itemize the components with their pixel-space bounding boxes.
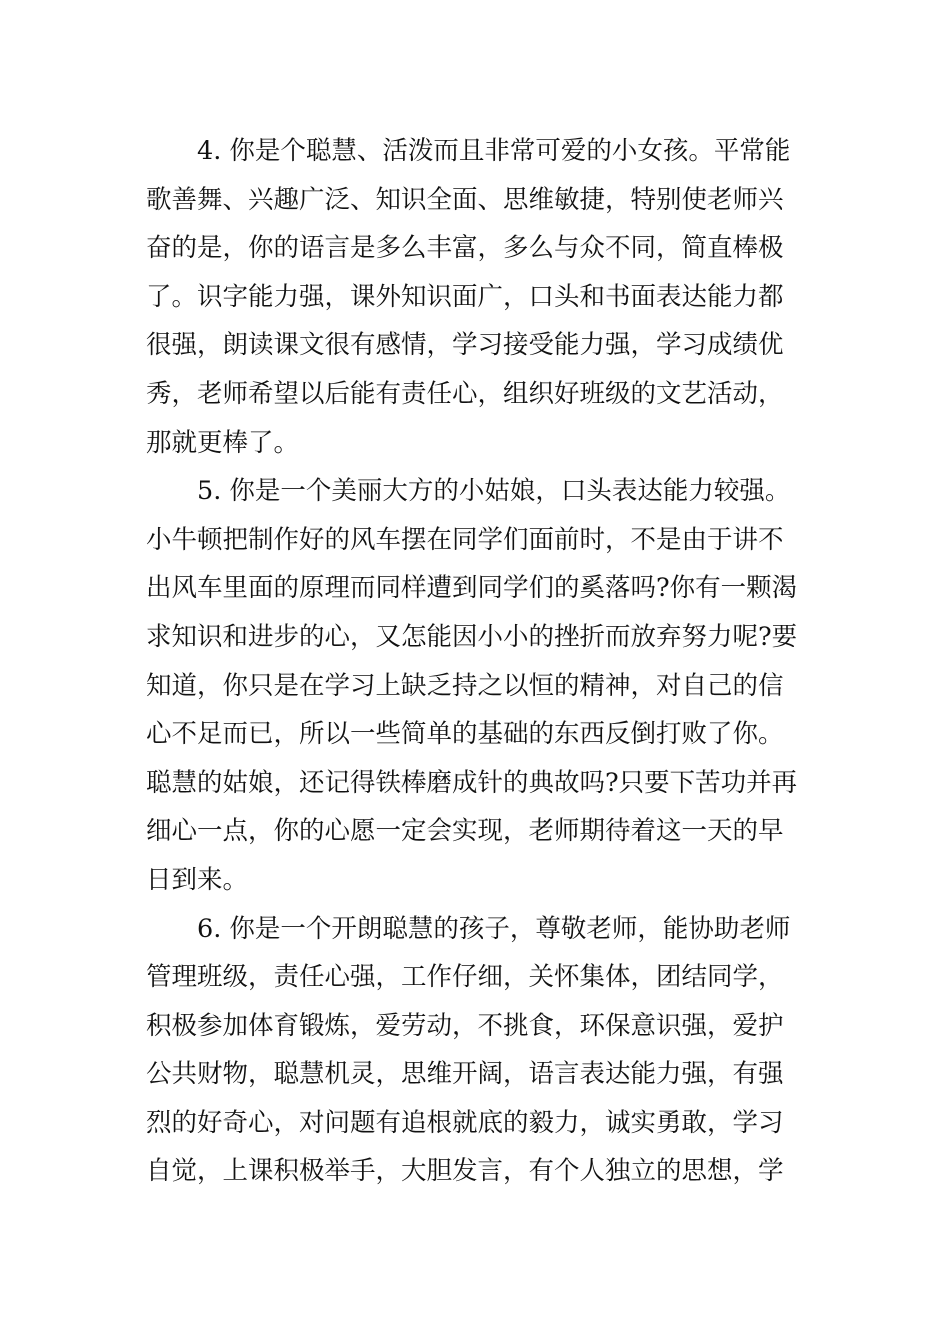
- paragraph-4-line: 那就更棒了。: [146, 427, 300, 458]
- paragraph-5-line: 聪慧的姑娘，还记得铁棒磨成针的典故吗?只要下苦功并再: [146, 767, 798, 798]
- paragraph-6-line: 公共财物，聪慧机灵，思维开阔，语言表达能力强，有强: [146, 1059, 784, 1090]
- paragraph-6-line: 自觉，上课积极举手，大胆发言，有个人独立的思想，学: [146, 1156, 784, 1187]
- paragraph-6-line: 积极参加体育锻炼，爱劳动，不挑食，环保意识强，爱护: [146, 1010, 784, 1041]
- paragraph-5-line: 求知识和进步的心，又怎能因小小的挫折而放弃努力呢?要: [146, 621, 798, 652]
- paragraph-5-line: 5. 你是一个美丽大方的小姑娘，口头表达能力较强。: [197, 476, 791, 507]
- paragraph-6-line: 管理班级，责任心强，工作仔细，关怀集体，团结同学，: [146, 962, 784, 993]
- paragraph-4-line: 歌善舞、兴趣广泛、知识全面、思维敏捷，特别使老师兴: [146, 184, 784, 215]
- paragraph-5-line: 心不足而已，所以一些简单的基础的东西反倒打败了你。: [146, 719, 784, 750]
- paragraph-5-line: 出风车里面的原理而同样遭到同学们的奚落吗?你有一颗渴: [146, 573, 798, 604]
- paragraph-4-line: 秀，老师希望以后能有责任心，组织好班级的文艺活动，: [146, 378, 784, 409]
- paragraph-4-line: 4. 你是个聪慧、活泼而且非常可爱的小女孩。平常能: [197, 136, 791, 166]
- paragraph-5-line: 细心一点，你的心愿一定会实现，老师期待着这一天的早: [146, 816, 784, 847]
- paragraph-5-line: 日到来。: [146, 864, 249, 895]
- paragraph-4-line: 了。识字能力强，课外知识面广，口头和书面表达能力都: [146, 281, 784, 312]
- paragraph-6-line: 烈的好奇心，对问题有追根就底的毅力，诚实勇敢，学习: [146, 1107, 784, 1138]
- paragraph-6-line: 6. 你是一个开朗聪慧的孩子，尊敬老师，能协助老师: [197, 913, 791, 944]
- document-body: [146, 127, 816, 1196]
- paragraph-5-line: 知道，你只是在学习上缺乏持之以恒的精神，对自己的信: [146, 670, 784, 701]
- paragraph-4-line: 很强，朗读课文很有感情，学习接受能力强，学习成绩优: [146, 330, 784, 361]
- paragraph-5-line: 小牛顿把制作好的风车摆在同学们面前时，不是由于讲不: [146, 524, 784, 555]
- paragraph-4-line: 奋的是，你的语言是多么丰富，多么与众不同，简直棒极: [146, 233, 784, 264]
